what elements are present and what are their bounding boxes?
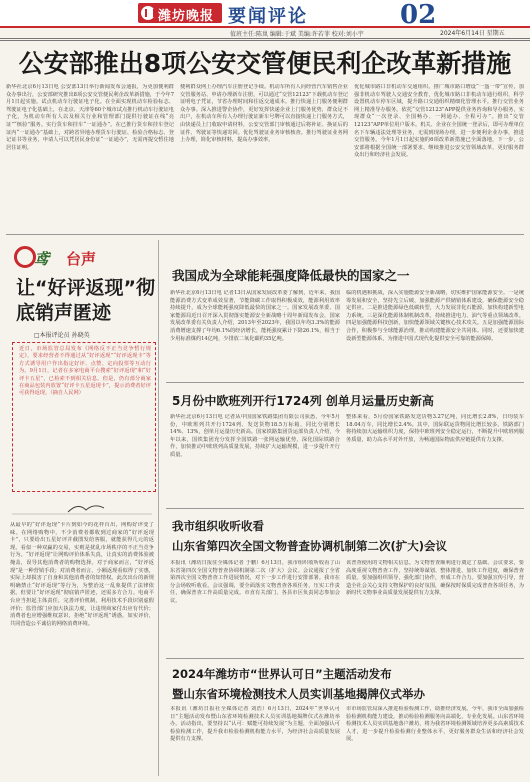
column-divider bbox=[158, 240, 159, 776]
paper-name: 潍坊晚报 bbox=[158, 9, 215, 24]
main-headline: 公安部推出8项公安交管便民利企改革新措施 bbox=[18, 49, 512, 78]
logo-emblem-icon bbox=[141, 6, 155, 20]
census-article-col-2: 该普查使用的文物相关信息。为文物普查顺利进行奠定了基础。会议要求，要高度重视文物普查工作，坚持统筹谋划、整体推进，加快工作进度，确保普查质量。要加强组织领导，强化部门协作，形成工作合力。要加强宣传引导，营造全社会关心支持文物保护的良好氛围，确保按时保质完成普查各项任务，为新时代文物事业高质量发展提供有力支撑。 bbox=[346, 560, 524, 597]
main-article-col-3: 优化城市路口非机动车交通组织。推广城市路口增设“一盔一带”宣传，加强非机动车驾驶人交通安全教育，优化城市路口非机动车通行组织，科学设置机动车停车区域，提升路口交通组织精细化管理水平。推行交管业务网上精准导办服务。依托“交管12123”APP提供业务咨询和导办服务，实现群众“一次登录、全国畅办、一网通办、全程可办”。推出“交管12123”APP单位用户版本。机关、企业在全国统一登录后，即可办理单位名下车辆违法处理等业务，无需到现场办理，进一步便利企业办事，推进交管服务。今年1月1日起实施的6项改革新措施已全面落地，下一步，公安部将根据全国统一部署要求，继续推进公安交管领域改革，更好服务群众出行和经济社会发展。 bbox=[354, 84, 524, 159]
energy-headline: 我国成为全球能耗强度降低最快的国家之一 bbox=[172, 268, 410, 283]
commentary-quote-text: 近日，市场监管总局发布《网络反不正当竞争暂行规定》，要求经营者不得通过从“好评返现”“好评返现卡”等方式诱导用户作出指定好评、点赞、定向投票等互动行为。9月1日，记者在多家电商平台搜索“好评返现”和“好评卡五星”，已检索不到相关信息。但是，仍有部分商家在商品包装内放置“好评卡五星返现卡”，提示消费者好评可获得返现。（摘自人民网） bbox=[19, 346, 151, 397]
commentary-column bbox=[6, 238, 154, 774]
commentary-logo-ring-icon bbox=[14, 246, 36, 268]
metrology-headline-a: 2024年潍坊市“世界认可日”主题活动发布 bbox=[172, 667, 392, 681]
train-article-col-1: 新华社北京6月13日电 记者从中国国家铁路集团有限公司获悉，今年5月份，中欧班列共开行1724列、发送货物18.5万标箱，同比分别增长14%、13%，创单月运量历史新高。国家铁路集团货运部负责人介绍，今年以来，国铁集团充分发挥全国铁路一张网运输优势，深化国际铁路合作，加快推动中欧班列高质量发展，持续扩大运输规模，进一步提升开行质量。 bbox=[170, 414, 340, 458]
divider bbox=[6, 234, 524, 235]
divider bbox=[166, 382, 524, 383]
publication-date: 2024年6月14日 星期五 bbox=[440, 30, 505, 37]
main-article-col-1: 新华社北京6月13日电 公安部13日举行新闻发布会通报，为更加便利群众办事出行，公安部研究推出8项公安交管便民利企改革新措施，于今年7月1日起实施。试点机动车行驶证电子化。在全面实现机动车检验标志、驾驶证电子化基础上，在北京、天津等60个城市试点推行机动车行驶证电子化，为机动车所有人以及相关行业和管理部门提供行驶证在线“亮证”“核验”服务。实行货车和挂车“一证通办”。在已推行货车和挂车登记证内“一证通办”基础上，对跨省异地办理货车行驶证、检验合格标志、登记证书等业务，申请人可以凭居民身份证“一证通办”，无需再提交暂住地居住证明。 bbox=[6, 84, 174, 151]
commentary-title: 让“好评返现”彻底销声匿迹 bbox=[16, 277, 155, 324]
editor-credits: 值班主任:陈岚 编辑:于斌 美编:许若菲 校对:刘小宇 bbox=[230, 31, 364, 38]
main-article-col-2: 便利群众网上办理汽车注册登记手续。机动车所有人向经营汽车销售企业交管服务站、申请办理新车注册，可以通过“交管12123”下载机动车登记证明电子凭证，节省办理时间和往返交通成本。推行快递上门服务便利群众办事。深入推进警企协作，更好发挥快递企业上门服务优势，群众足不出户，在机动车所有人办理行驶证新车号牌可以直接快递上门服务方式，由快递员上门收取申请材料，公安交管部门审核通过后将补证、换证后的证件、驾驶证等快递寄回。优化驾驶证业务审核核查。推行驾驶证业务网上办理，简化审核材料，提高办事效率。 bbox=[180, 84, 348, 144]
census-headline-a: 我市组织收听收看 bbox=[172, 519, 264, 533]
commentary-byline: □本报评论员 孙晓英 bbox=[34, 332, 90, 339]
metrology-headline-b: 暨山东省环境检测技术人员实训基地揭牌仪式举办 bbox=[172, 687, 425, 701]
train-headline: 5月份中欧班列开行1724列 创单月运量历史新高 bbox=[172, 394, 434, 408]
census-headline-b: 山东省第四次全国文物普查协调机制第二次(扩大)会议 bbox=[172, 539, 448, 553]
commentary-logo bbox=[14, 246, 124, 268]
masthead-rule bbox=[0, 38, 530, 41]
commentary-logo-part-1: 鸢 bbox=[34, 250, 50, 268]
metrology-article-col-2: 市市场监管局深入推进检验检测工作，助推经济发展。今年，我市全面加强检验检测机构能力建设，推动检验检测服务向高端化、专业化发展。山东省环境检测技术人员实训基地落户潍坊，将为我省环境检测领域培养更多高素质技术人才，进一步提升检验检测行业整体水平，更好服务群众生活和经济社会发展。 bbox=[346, 706, 524, 743]
train-article-col-2: 整体来看，5月份国家铁路发送货物3.27亿吨，同比增长2.8%，日均装车18.04万车，同比增长2.4%。其中，国际联运货物同比增长较多。铁路部门将持续加大运输组织力度，保持中欧班列安全稳定运行，不断提升中欧班列服务质量，助力高水平对外开放，为畅通国际物流供应链提供有力支撑。 bbox=[346, 414, 524, 443]
energy-article-col-2: 临的机遇和挑战，深入实施能源安全新战略，切实维护国家能源安全。一是统筹发展和安全，坚持先立后破，加强能源产供储销体系建设，确保能源安全稳定供应。二是推进能源绿色低碳转型，大力发展非化石能源，加快构建新型电力系统。三是深化能源体制机制改革，持续推进电力、油气等重点领域改革。四是加强能源科技创新，加快能源领域关键核心技术攻关。五是加强能源国际合作，积极参与全球能源治理，推动构建能源安全共同体。同时，还要加快建设新型能源体系，为推进中国式现代化提供安全可靠的能源保障。 bbox=[346, 290, 524, 342]
decorative-bird-icon bbox=[8, 500, 156, 518]
commentary-quote-box bbox=[12, 342, 156, 492]
page-number: 02 bbox=[400, 0, 437, 30]
metrology-article-col-1: 本报讯（潍坊日报社全媒体记者 刘浩）6月13日，2024年“世界认可日”主题活动发布暨山东省环境检测技术人员实训基地揭牌仪式在潍坊举办。活动指出，要坚持以“认可：赋能可持续发展”为主题，全面加强认可检验检测工作，提升我市检验检测机构能力水平，为经济社会高质量发展提供有力支撑。 bbox=[170, 706, 340, 743]
census-article-col-1: 本报讯（潍坊日报驻全媒体记者 于鹏）6月13日，我市组织收听收看了山东省第四次全国文物普查协调机制第二次（扩大）会议。会议通报了全省第四次全国文物普查工作进展情况，对下一步工作进行安排部署。我市在分会场收听收看。会议强调，要全面落实文物普查各项任务，压实工作责任，确保普查工作高质量完成。市直有关部门、各县市区负责同志参加会议。 bbox=[170, 560, 340, 604]
divider bbox=[166, 508, 524, 509]
masthead bbox=[0, 0, 530, 28]
divider bbox=[166, 658, 524, 659]
paper-logo bbox=[138, 3, 222, 23]
commentary-logo-part-2: 台声 bbox=[66, 250, 97, 268]
energy-article-col-1: 新华社北京6月13日电 记者13日从国家发展改革委了解到，近年来，我国能源消费方式变革成效显著，节能降碳工作取得积极成效，能源利用效率持续提升，成为全球能耗强度降低最快的国家之一。国家发展改革委、国家能源局近日召开深入贯彻落实能源安全新战略十周年新闻发布会，国家发展改革委有关负责人介绍，2013年至2023年，我国以年均3.3%的能源消费增速支撑了年均6.1%的经济增长，能耗强度累计下降26.1%，相当于少用标准煤约14亿吨，少排放二氧化碳约35亿吨。 bbox=[170, 290, 340, 342]
section-title: 要闻评论 bbox=[228, 6, 308, 27]
commentary-body: 从最早的“好评返现”卡片到如今的花样百出，网购好评变了味。在网络购物中，不少消费者都收到过商家的“好评返现卡”，只要给出五星好评并截图发给客服，就能获得几元的返现。看似一种双赢的交易，实则是扰乱市场秩序的不正当竞争行为。“好评返现”让网购评价体系失真，让真实的消费体验被掩盖，误导其他消费者的购物选择。对于商家而言，“好评返现”是一种营销手段；对消费者而言，小额返现看似得了实惠，实际上却损害了自身和其他消费者的知情权。此次出台的新规明确禁止“好评返现”等行为，为整治这一乱象提供了法律依据。但要让“好评返现”彻底销声匿迹，还需多方合力。电商平台应当担起主体责任，完善评价机制，利用技术手段识别虚假评价；监管部门应加大执法力度，让违规商家付出应有代价；消费者也应增强维权意识，拒绝“好评返现”诱惑，如实评价，共同营造公平诚信的网络消费环境。 bbox=[10, 522, 154, 627]
